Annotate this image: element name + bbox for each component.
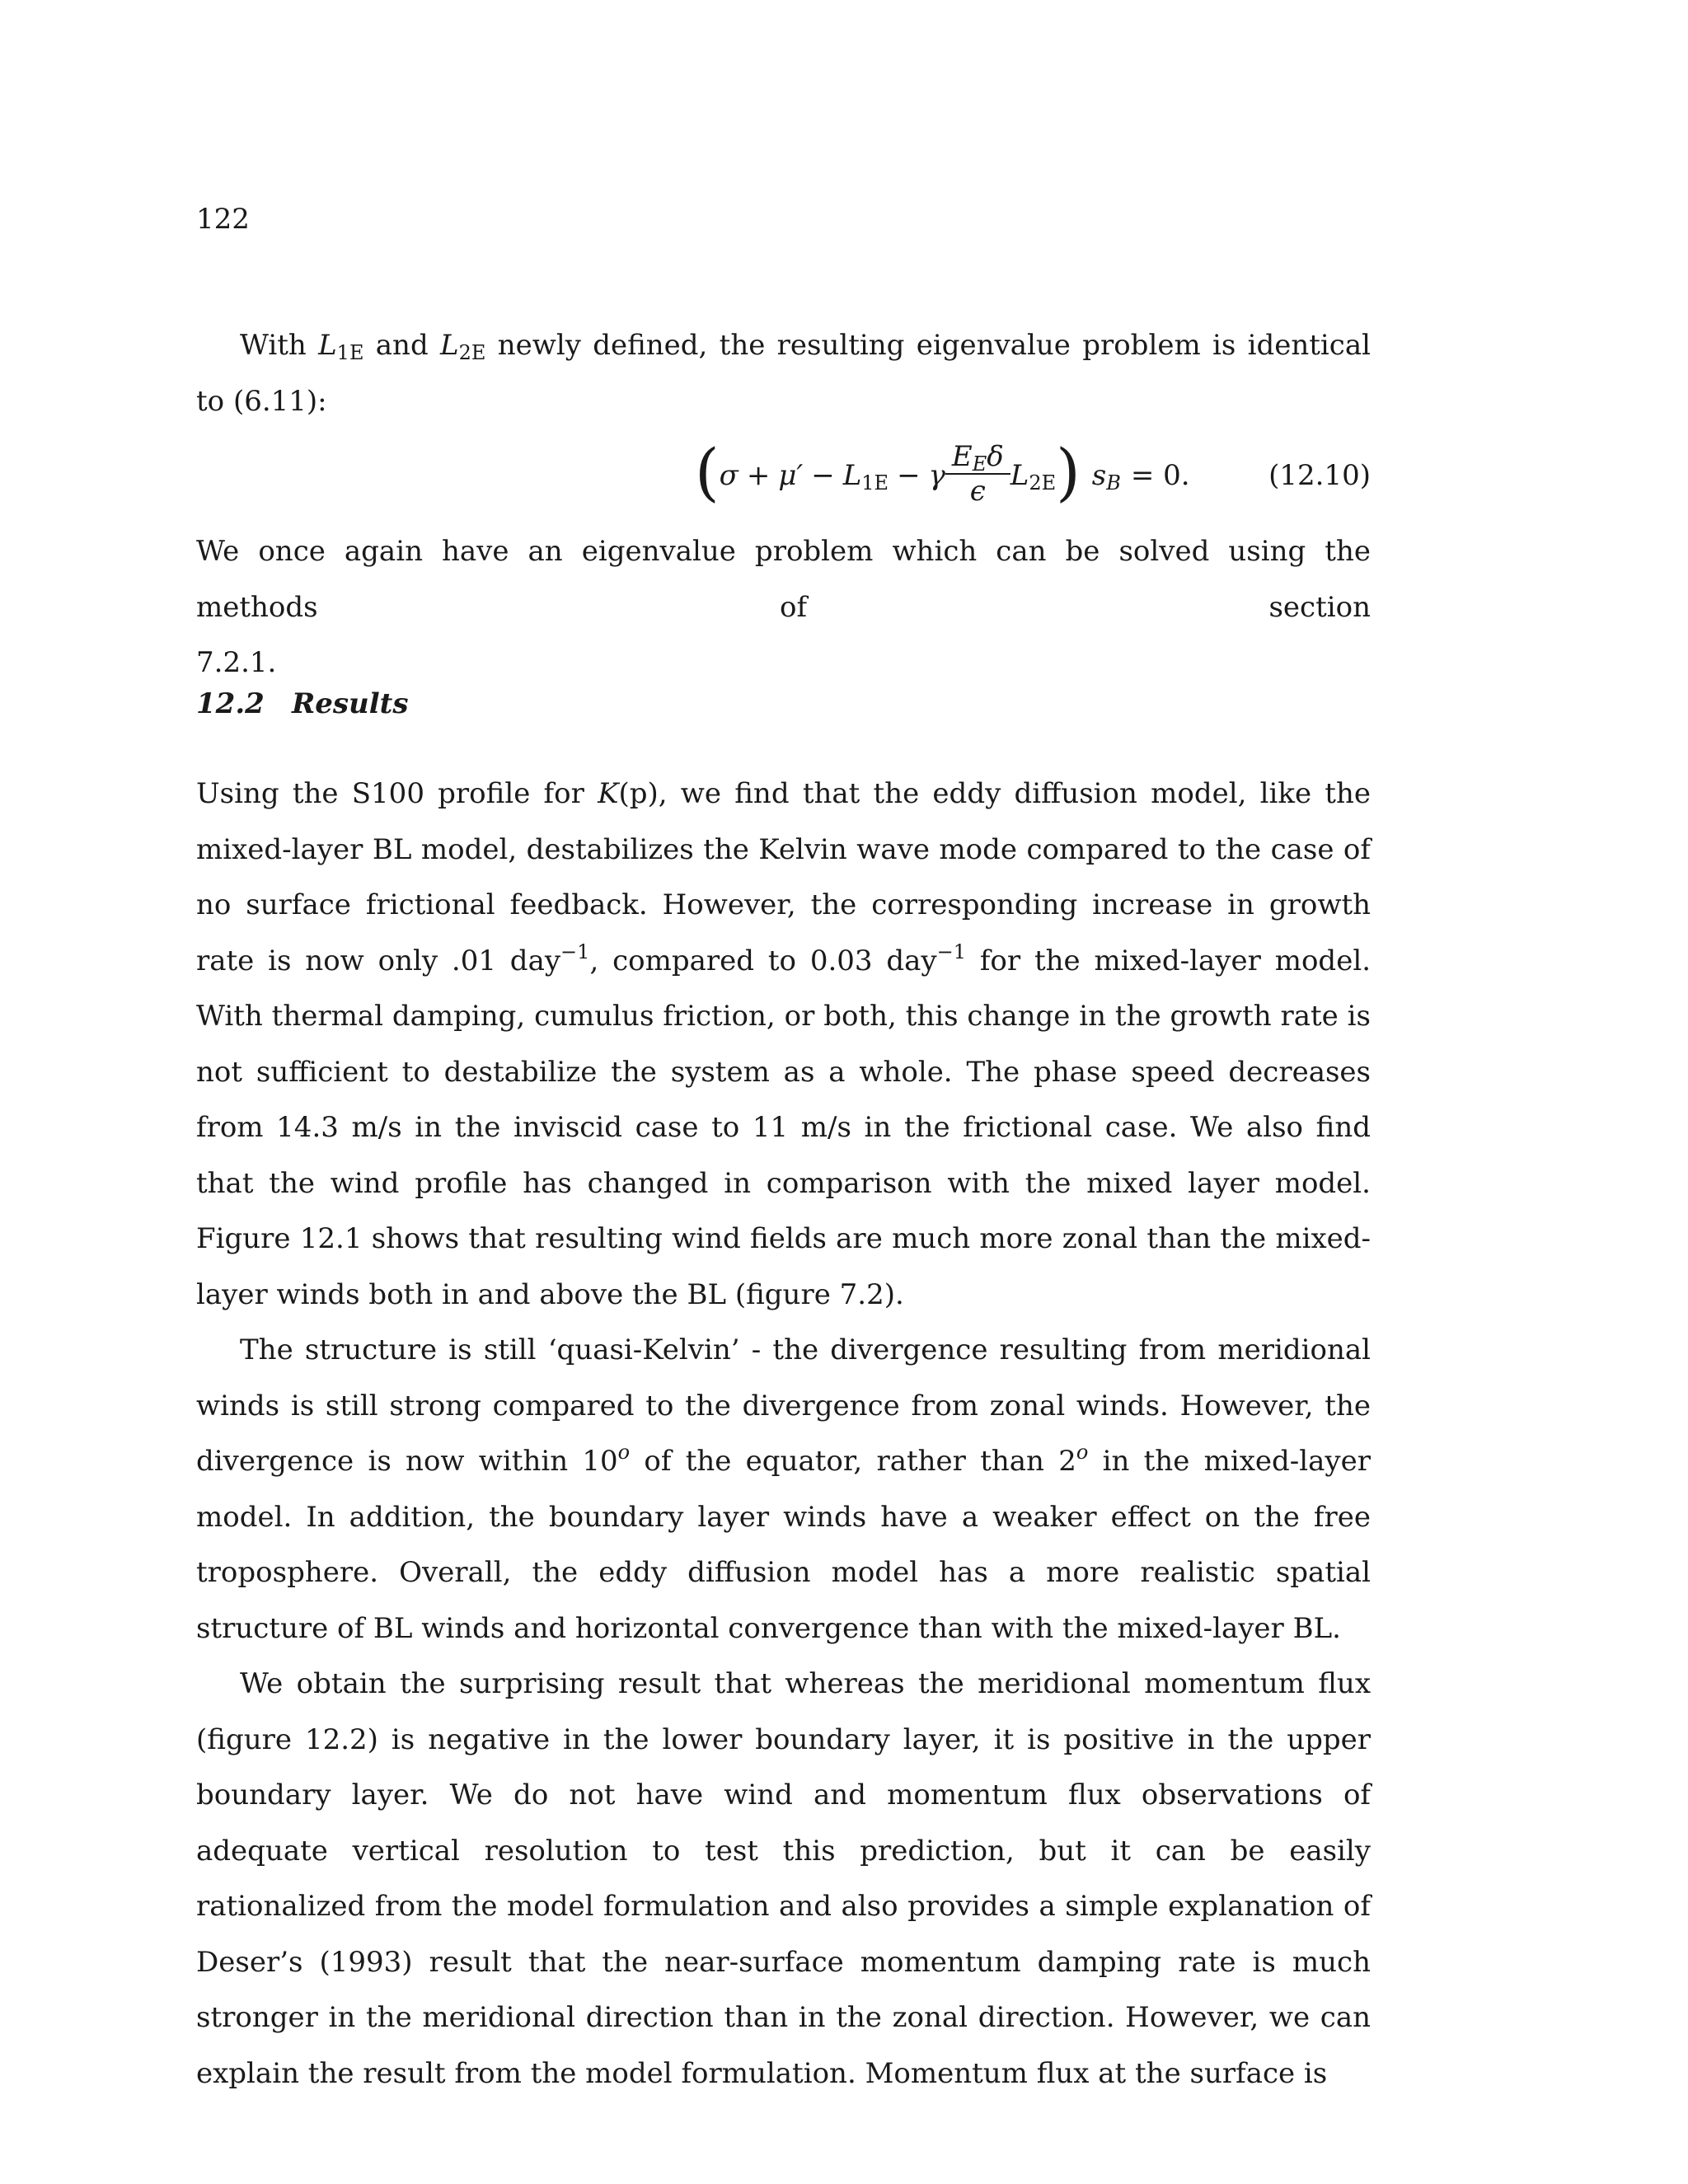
minus-operator: −	[811, 459, 835, 492]
minus-operator-2: −	[897, 459, 921, 492]
fraction-denominator: ϵ	[945, 473, 1010, 508]
intro-paragraph	[196, 318, 1371, 429]
L2E-symbol: $L_{2E}$	[440, 329, 486, 364]
L1E-term: $L_{1E}$	[842, 459, 889, 494]
fraction-numerator: $E_E\delta$	[951, 440, 1004, 476]
gamma-symbol: γ	[928, 459, 945, 492]
sigma-symbol: σ	[719, 459, 738, 492]
mu-symbol: μ′	[778, 459, 804, 492]
sB-term: $s_B$	[1091, 459, 1121, 494]
paragraph-1: Using the S100 profile for K(p), we find that the eddy diffusion model, like the mixed-layer BL model, destabilizes the Kelvin wave mode compared to the case of no surface frictional feedback. However, the corresponding increase in growth rate is now only .01 day$^{-1}$, compared to 0.03 day$^{-1}$ for the mixed-layer model. With thermal damping, cumulus friction, or both, this change in the growth rate is not sufficient to destabilize the system as a whole. The phase speed decreases from 14.3 m/s in the inviscid case to 11 m/s in the frictional case. We also find that the wind profile has changed in comparison with the mixed layer model. Figure 12.1 shows that resulting wind fields are much more zonal than the mixed-layer winds both in and above the BL (figure 7.2).	[196, 777, 1372, 1311]
L1E-symbol: $L_{1E}$	[318, 329, 364, 364]
section-title: Results	[292, 687, 409, 720]
left-paren: (	[695, 435, 720, 509]
after-equation-line-1: We once again have an eigenvalue problem which can be solved using the methods of section	[196, 535, 1371, 624]
section-heading	[196, 679, 409, 729]
page-number: 122	[196, 203, 250, 236]
L2E-term: $L_{2E}$	[1010, 459, 1057, 494]
equation-body	[695, 422, 1190, 529]
plus-operator: +	[746, 459, 771, 492]
section-number: 12.2	[196, 687, 265, 720]
after-equation-paragraph	[196, 524, 1371, 691]
paragraph-3: We obtain the surprising result that whereas the meridional momentum flux (figure 12.2) is negative in the lower boundary layer, it is positive in the upper boundary layer. We do not have wind and momentum flux observations of adequate vertical resolution to test this prediction, but it can be easily rationalized from the model formulation and also provides a simple explanation of Deser’s (1993) result that the near-surface momentum damping rate is much stronger in the meridional direction than in the zonal direction. However, we can explain the result from the model formulation. Momentum flux at the surface is	[196, 1667, 1371, 2090]
K-of-p: K(p)	[598, 777, 659, 810]
equation-number: (12.10)	[1268, 459, 1371, 492]
equals-zero: = 0.	[1130, 459, 1190, 492]
right-paren: )	[1056, 435, 1081, 509]
after-equation-line-2: 7.2.1.	[196, 646, 277, 679]
paragraph-2: The structure is still ‘quasi-Kelvin’ - the divergence resulting from meridional winds is still strong compared to the divergence from zonal winds. However, the divergence is now within 10$^o$ of the equator, rather than 2$^o$ in the mixed-layer model. In addition, the boundary layer winds have a weaker effect on the free troposphere. Overall, the eddy diffusion model has a more realistic spatial structure of BL winds and horizontal convergence than with the mixed-layer BL.	[196, 1333, 1371, 1645]
body-text	[196, 766, 1371, 2102]
equation-12-10	[196, 422, 1371, 529]
intro-line: With $L_{1E}$ and $L_{2E}$ newly defined, the resulting eigenvalue problem is identical to (6.11):	[196, 329, 1371, 418]
fraction	[949, 440, 1007, 508]
